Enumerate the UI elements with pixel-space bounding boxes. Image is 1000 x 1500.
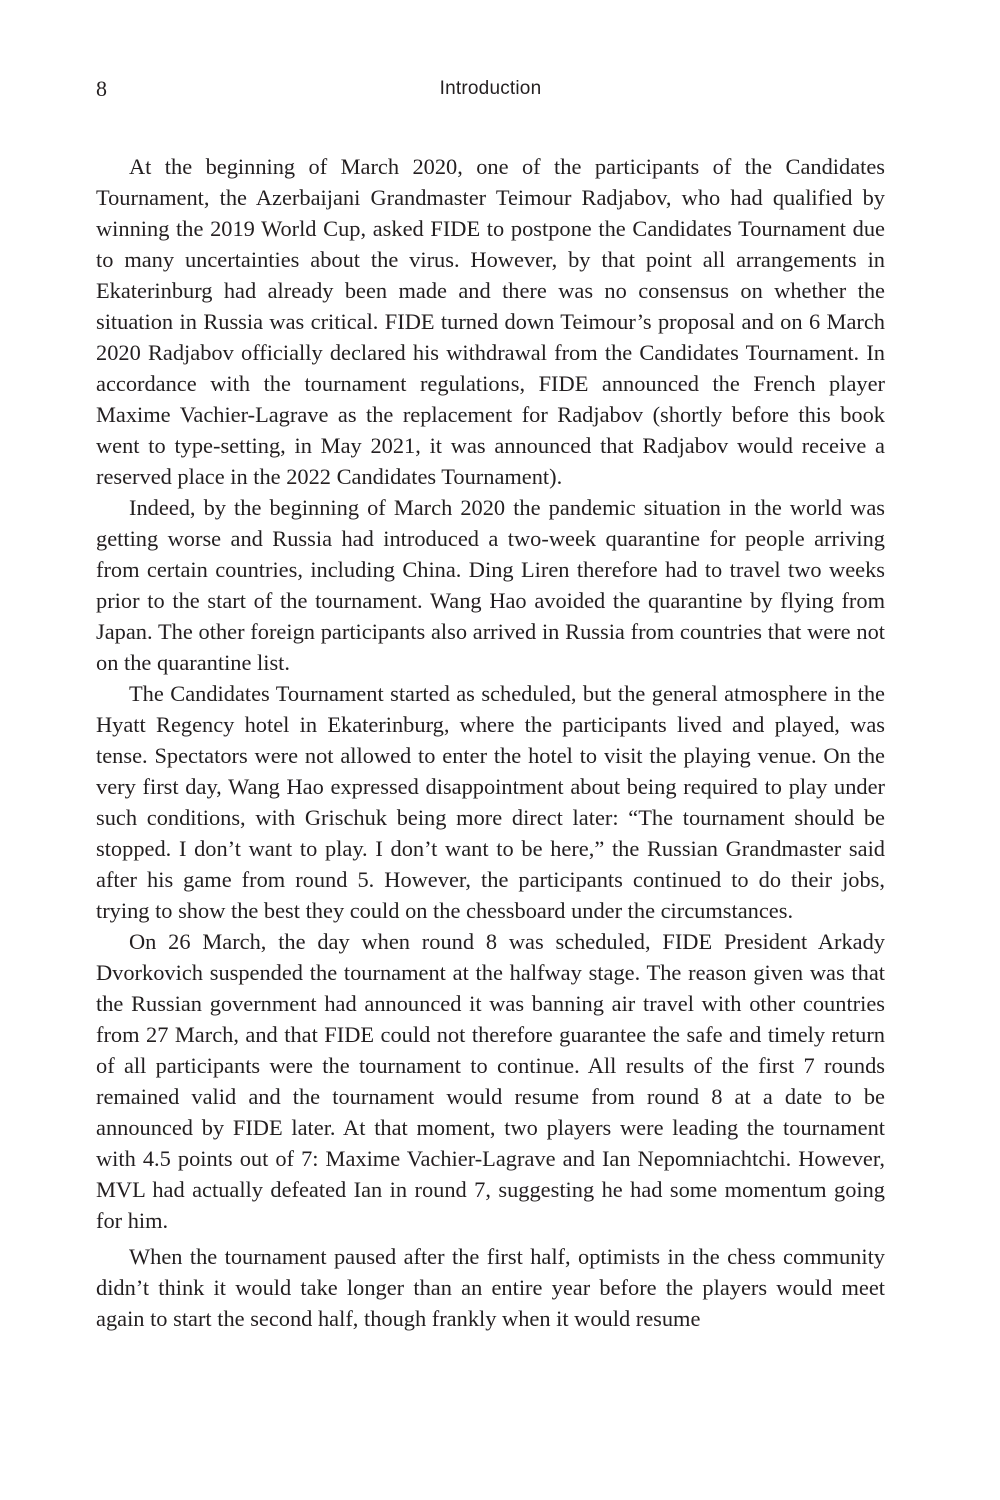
running-head bbox=[96, 74, 885, 104]
paragraph-radjabov-withdrawal: At the beginning of March 2020, one of the participants of the Candidates Tournament, the Azerbaijani Grandmaster Teimour Radjabov, who had qualified by winning the 2019 World Cup, asked FIDE to postpone the Candidates Tournament due to many uncertainties about the virus. However, by that point all arrangements in Ekaterinburg had already been made and there was no consensus on whether the situation in Russia was critical. FIDE turned down Teimour’s proposal and on 6 March 2020 Radjabov officially declared his withdrawal from the Candidates Tournament. In accordance with the tournament regulations, FIDE announced the French player Maxime Vachier-Lagrave as the replacement for Radjabov (shortly before this book went to type-setting, in May 2021, it was announced that Radjabov would receive a reserved place in the 2022 Candidates Tournament). bbox=[96, 154, 885, 489]
paragraph-tournament-suspended: On 26 March, the day when round 8 was scheduled, FIDE President Arkady Dvorkovich suspended the tournament at the halfway stage. The reason given was that the Russian government had announced it was banning air travel with other countries from 27 March, and that FIDE could not therefore guarantee the safe and timely return of all participants were the tournament to continue. All results of the first 7 rounds remained valid and the tournament would resume from round 8 at a date to be announced by FIDE later. At that moment, two players were leading the tournament with 4.5 points out of 7: Maxime Vachier-Lagrave and Ian Nepomniachtchi. However, MVL had actually defeated Ian in round 7, suggesting he had some momentum going for him. bbox=[96, 929, 885, 1233]
chapter-title: Introduction bbox=[439, 78, 542, 99]
body-text bbox=[96, 151, 885, 1334]
page-number: 8 bbox=[96, 76, 107, 101]
paragraph-tournament-atmosphere: The Candidates Tournament started as scheduled, but the general atmosphere in the Hyatt Regency hotel in Ekaterinburg, where the participants lived and played, was tense. Spectators were not allowed to enter the hotel to visit the playing venue. On the very first day, Wang Hao expressed disappointment about being required to play under such conditions, with Grischuk being more direct later: “The tournament should be stopped. I don’t want to play. I don’t want to be here,” the Russian Grandmaster said after his game from round 5. However, the participants continued to do their jobs, trying to show the best they could on the chessboard under the circumstances. bbox=[96, 681, 885, 923]
paragraph-tournament-paused: When the tournament paused after the first half, optimists in the chess community didn’t think it would take longer than an entire year before the players would meet again to start the second half, though frankly when it would resume bbox=[96, 1244, 885, 1331]
paragraph-pandemic-quarantine: Indeed, by the beginning of March 2020 the pandemic situation in the world was getting worse and Russia had introduced a two-week quarantine for people arriving from certain countries, including China. Ding Liren therefore had to travel two weeks prior to the start of the tournament. Wang Hao avoided the quarantine by flying from Japan. The other foreign participants also arrived in Russia from countries that were not on the quarantine list. bbox=[96, 495, 885, 675]
